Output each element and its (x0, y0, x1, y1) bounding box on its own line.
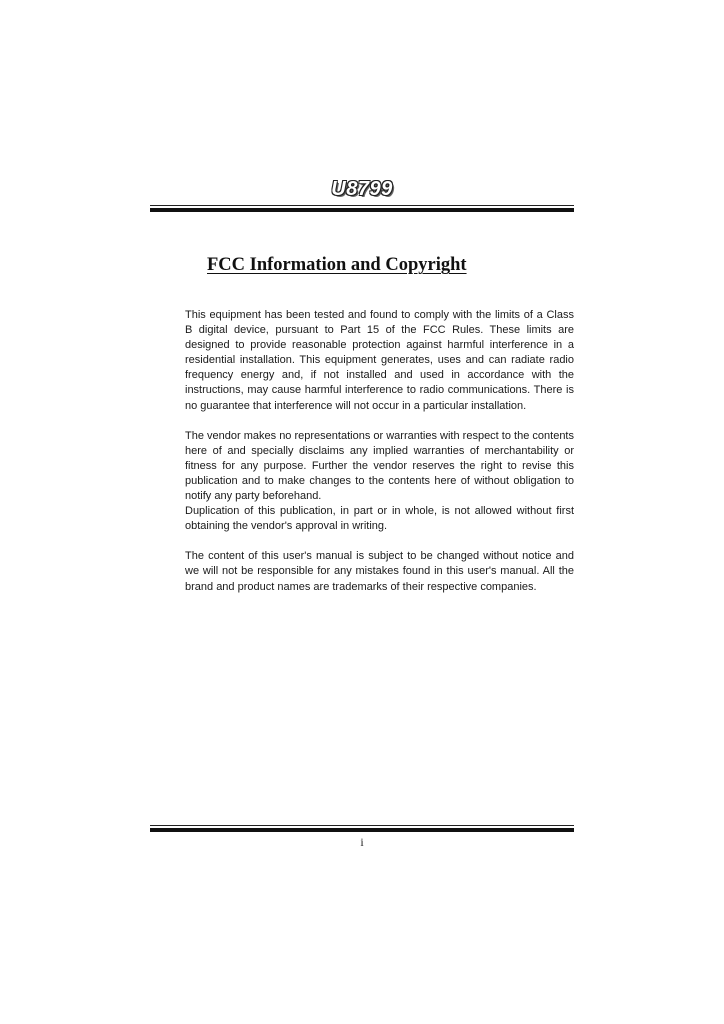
manual-content-paragraph: The content of this user's manual is subject to be changed without notice and we will not be responsible for any mistakes found in this user's manual. All the brand and product names are trademarks of their respective companies. (185, 550, 574, 593)
fcc-compliance-paragraph: This equipment has been tested and found to comply with the limits of a Class B digital device, pursuant to Part 15 of the FCC Rules. These limits are designed to provide reasonable protection against harmful interference in a residential installation. This equipment generates, uses and can radiate radio frequency energy and, if not installed and used in accordance with the instructions, may cause harmful interference to radio communications. There is no guarantee that interference will not occur in a particular installation. (185, 309, 574, 412)
page-number: i (360, 835, 364, 849)
header-divider-thick (150, 208, 574, 212)
page-heading: FCC Information and Copyright (207, 255, 467, 275)
body-text (185, 308, 574, 595)
footer-divider (150, 825, 574, 832)
vendor-disclaimer-paragraph: The vendor makes no representations or warranties with respect to the contents here of and specially disclaims any implied warranties of merchantability or fitness for any purpose. Further the vendor reserves the right to revise this publication and to make changes to the contents here of without obligation to notify any party beforehand. (185, 429, 574, 503)
header-divider-thin (150, 205, 574, 206)
header-divider (150, 205, 574, 212)
duplication-paragraph: Duplication of this publication, in part or in whole, is not allowed without first obtaining the vendor's approval in writing. (185, 505, 574, 533)
model-title: U8799 (331, 178, 393, 200)
footer-divider-thick (150, 828, 574, 832)
footer-divider-thin (150, 825, 574, 826)
